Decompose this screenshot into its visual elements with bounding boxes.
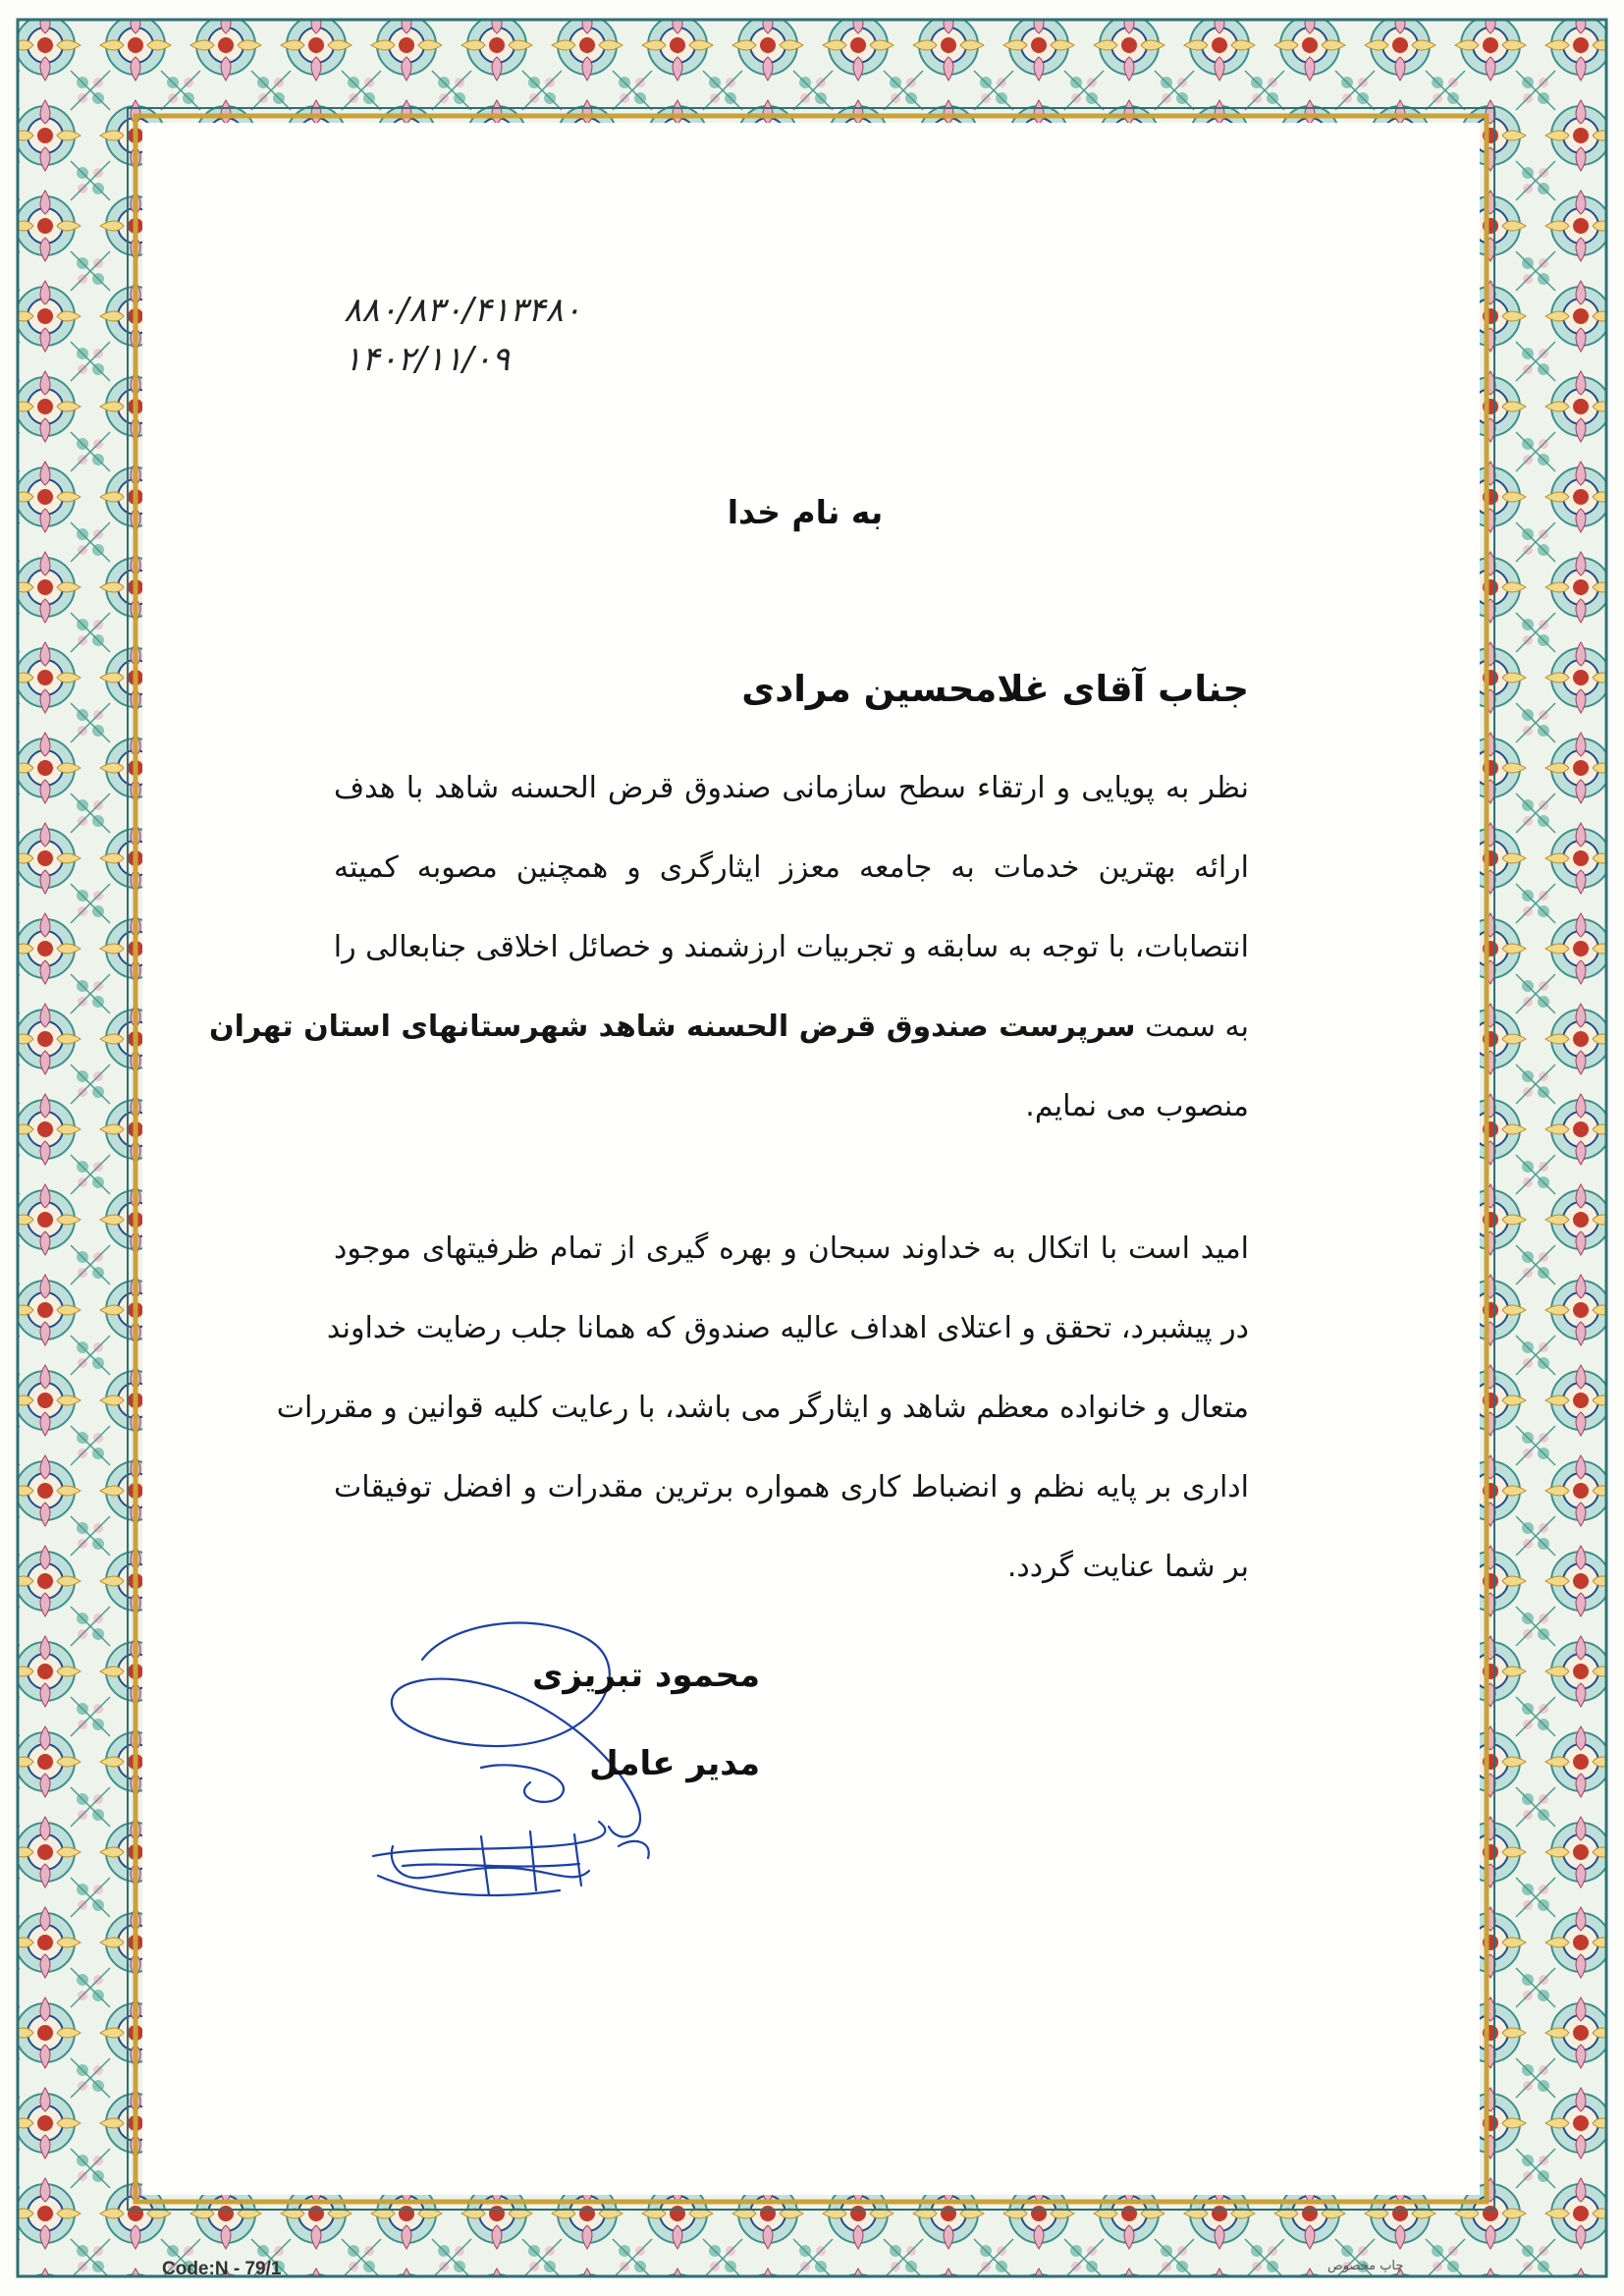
signatory-title: مدیر عامل [589, 1744, 760, 1783]
bismillah-heading: به نام خدا [727, 493, 884, 531]
text-line: در پیشبرد، تحقق و اعتلای اهداف عالیه صندوق که همانا جلب رضایت خداوند [326, 1311, 1249, 1345]
recipient-line: جناب آقای غلامحسین مرادی [741, 668, 1249, 710]
text-line: نظر به پویایی و ارتقاء سطح سازمانی صندوق قرض الحسنه شاهد با هدف [334, 771, 1249, 805]
paragraph-appointment [209, 748, 1249, 1146]
letter-paper [142, 123, 1480, 2195]
position-prefix: به سمت [1145, 1010, 1249, 1044]
text-line: متعال و خانواده معظم شاهد و ایثارگر می باشد، با رعایت کلیه قوانین و مقررات [276, 1391, 1249, 1425]
text-line-position [209, 987, 1249, 1066]
form-code: Code:N - 79/1 [162, 2259, 282, 2279]
printer-mark: چاپ مخصوص [1327, 2259, 1404, 2273]
text-line: ارائه بهترین خدمات به جامعه معزز ایثارگری و همچنین مصوبه کمیته [334, 850, 1249, 885]
text-line: امید است با اتکال به خداوند سبحان و بهره گیری از تمام ظرفیتهای موجود [334, 1231, 1249, 1266]
paragraph-wishes [276, 1209, 1249, 1607]
letter-date: ۱۴۰۲/۱۱/۰۹ [344, 340, 511, 379]
text-line: اداری بر پایه نظم و انضباط کاری همواره برترین مقدرات و افضل توفیقات [334, 1470, 1249, 1504]
position-title: سرپرست صندوق قرض الحسنه شاهد شهرستانهای استان تهران [209, 1010, 1136, 1044]
signatory-name: محمود تبریزی [532, 1656, 760, 1695]
text-line-end: منصوب می نمایم. [1025, 1089, 1249, 1123]
text-line-end: بر شما عنایت گردد. [1006, 1550, 1249, 1584]
text-line: انتصابات، با توجه به سابقه و تجربیات ارزشمند و خصائل اخلاقی جنابعالی را [333, 930, 1249, 964]
reference-number: ۸۸۰/۸۳۰/۴۱۳۴۸۰ [344, 291, 582, 330]
